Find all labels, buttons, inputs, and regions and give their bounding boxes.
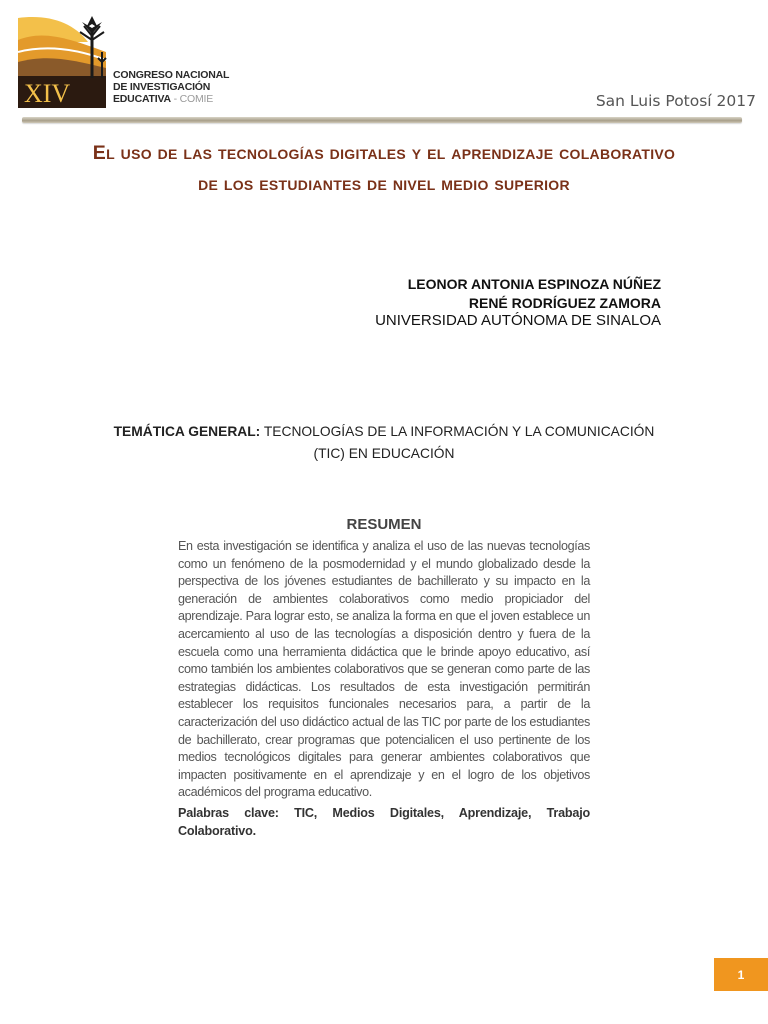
thematic-value: TECNOLOGÍAS DE LA INFORMACIÓN Y LA COMUNICACIÓN (TIC) EN EDUCACIÓN — [263, 424, 655, 461]
logo-numeral: XIV — [24, 79, 71, 108]
abstract-body: En esta investigación se identifica y analiza el uso de las nuevas tecnologías como un fenómeno de la posmodernidad y el mundo globalizado desde la perspectiva de los jóvenes estudiantes de bachillerato y su impacto en la generación de ambientes colaborativos como medio propiciador del aprendizaje. Para lograr esto, se analiza la forma en que el joven establece un acercamiento al uso de las tecnologías a disposición dentro y fuera de la escuela como una herramienta didáctica que le brinde apoyo educativo, así como también los ambientes colaborativos que se generan como parte de las estrategias didácticas. Los resultados de esta investigación permitirán establecer los requisitos funcionales necesarios para, a partir de la caracterización del uso didáctico actual de las TIC por parte de los estudiantes de bachillerato, crear programas que potencialicen el uso pertinente de los medios tecnológicos digitales para generar ambientes colaborativos que impacten positivamente en el aprendizaje y en el logro de los objetivos académicos del programa educativo. — [178, 539, 590, 800]
authors-block — [375, 275, 661, 331]
location-year: San Luis Potosí 2017 — [595, 92, 756, 110]
conference-name-line-2: DE INVESTIGACIÓN — [113, 81, 211, 93]
conference-acronym: - COMIE — [170, 93, 214, 105]
conference-name — [113, 69, 229, 105]
header-divider — [22, 117, 742, 123]
conference-logo — [18, 12, 110, 108]
author-1: LEONOR ANTONIA ESPINOZA NÚÑEZ — [407, 276, 661, 292]
abstract-heading: RESUMEN — [346, 516, 422, 533]
keywords: Palabras clave: TIC, Medios Digitales, Aprendizaje, Trabajo Colaborativo. — [178, 806, 590, 838]
paper-title: El uso de las tecnologías digitales y el aprendizaje colaborativo de los estudiantes de nivel medio superior — [92, 142, 676, 195]
author-2: RENÉ RODRÍGUEZ ZAMORA — [468, 294, 661, 311]
affiliation: UNIVERSIDAD AUTÓNOMA DE SINALOA — [375, 312, 661, 329]
page-number-badge: 1 — [714, 958, 768, 991]
conference-name-line-1: CONGRESO NACIONAL — [113, 69, 230, 81]
thematic-area — [104, 421, 664, 465]
conference-name-line-3: EDUCATIVA — [113, 93, 171, 105]
thematic-label: TEMÁTICA GENERAL: — [113, 424, 261, 439]
